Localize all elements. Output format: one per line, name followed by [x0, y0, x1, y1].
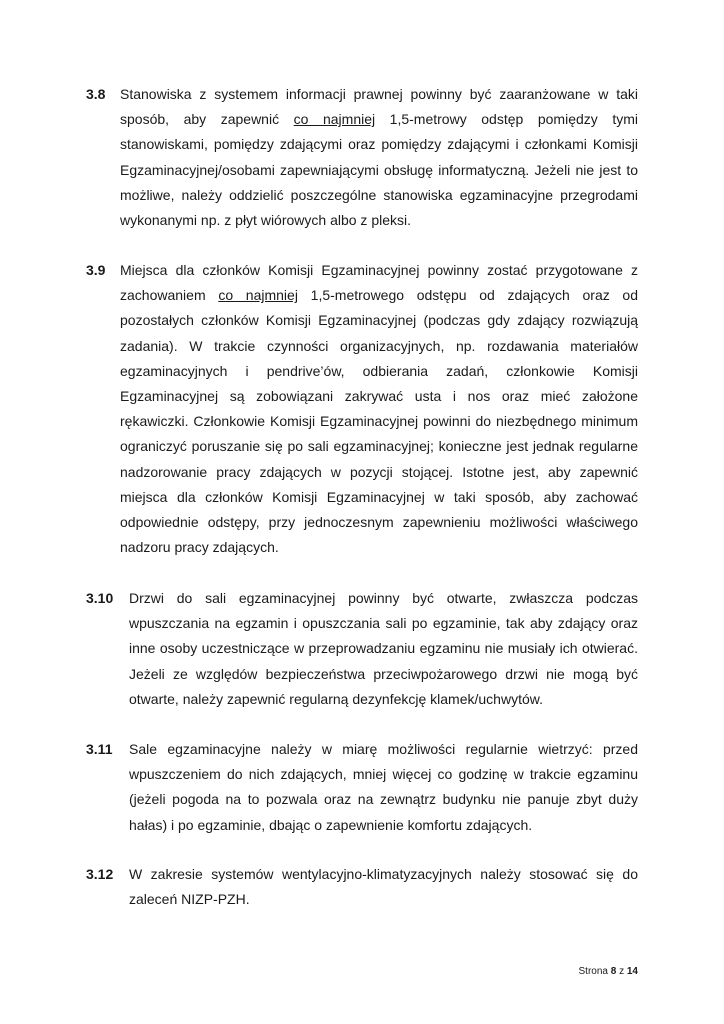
section-text	[120, 82, 638, 233]
page-label: Strona	[578, 966, 608, 977]
section-3-8	[86, 82, 638, 233]
section-number: 3.8	[86, 86, 106, 102]
underlined-text: co najmniej	[218, 287, 298, 304]
section-number: 3.10	[86, 590, 114, 606]
page-separator: z	[619, 966, 625, 977]
text-before: Stanowiska z systemem informacji prawnej powinny być zaaranżowane w taki sposób, aby zapewnić	[120, 86, 638, 128]
section-3-12	[86, 862, 638, 912]
underlined-text: co najmniej	[293, 111, 376, 128]
section-number: 3.11	[86, 741, 113, 757]
section-3-9	[86, 258, 638, 560]
text-before: Miejsca dla członków Komisji Egzaminacyjnej powinny zostać przygotowane z zachowaniem	[120, 262, 638, 304]
page-number-footer	[579, 966, 639, 977]
section-number: 3.12	[86, 866, 114, 882]
section-number: 3.9	[86, 262, 106, 278]
text-after: 1,5-metrowego odstępu od zdających oraz od pozostałych członków Komisji Egzaminacyjnej (podczas gdy zdający rozwiązują zadania). W trakcie czynności organizacyjnych, np. rozdawania materiałów egzaminacyjnych i pendrive’ów, odbierania zadań, członkowie Komisji Egzaminacyjnej są zobowiązani zakrywać usta i nos oraz mieć założone rękawiczki. Członkowie Komisji Egzaminacyjnej powinni do niezbędnego minimum ograniczyć poruszanie się po sali egzaminacyjnej; konieczne jest jednak regularne nadzorowanie pracy zdających w pozycji stojącej. Istotne jest, aby zapewnić miejsca dla członków Komisji Egzaminacyjnej w taki sposób, aby zachować odpowiednie odstępy, przy jednoczesnym zapewnieniu możliwości właściwego nadzoru pracy zdających.	[120, 287, 638, 556]
current-page: 8	[610, 966, 617, 977]
section-text	[120, 258, 638, 560]
section-text: Drzwi do sali egzaminacyjnej powinny być otwarte, zwłaszcza podczas wpuszczania na egzamin i opuszczania sali po egzaminie, tak aby zdający oraz inne osoby uczestniczące w przeprowadzaniu egzaminu nie musiały ich otwierać. Jeżeli ze względów bezpieczeństwa przeciwpożarowego drzwi nie mogą być otwarte, należy zapewnić regularną dezynfekcję klamek/uchwytów.	[129, 590, 638, 707]
section-text: Sale egzaminacyjne należy w miarę możliwości regularnie wietrzyć: przed wpuszczeniem do nich zdających, mniej więcej co godzinę w trakcie egzaminu (jeżeli pogoda na to pozwala oraz na zewnątrz budynku nie panuje zbyt duży hałas) i po egzaminie, dbając o zapewnienie komfortu zdających.	[129, 741, 638, 833]
text-after: 1,5-metrowy odstęp pomiędzy tymi stanowiskami, pomiędzy zdającymi oraz pomiędzy zdającymi i członkami Komisji Egzaminacyjnej/osobami zapewniającymi obsługę informatyczną. Jeżeli nie jest to możliwe, należy oddzielić poszczególne stanowiska egzaminacyjne przegrodami wykonanymi np. z płyt wiórowych albo z pleksi.	[120, 111, 638, 229]
section-3-10	[86, 586, 638, 712]
section-3-11	[86, 737, 638, 838]
total-pages: 14	[626, 966, 638, 977]
section-text: W zakresie systemów wentylacyjno-klimatyzacyjnych należy stosować się do zaleceń NIZP-PZH.	[129, 866, 638, 908]
